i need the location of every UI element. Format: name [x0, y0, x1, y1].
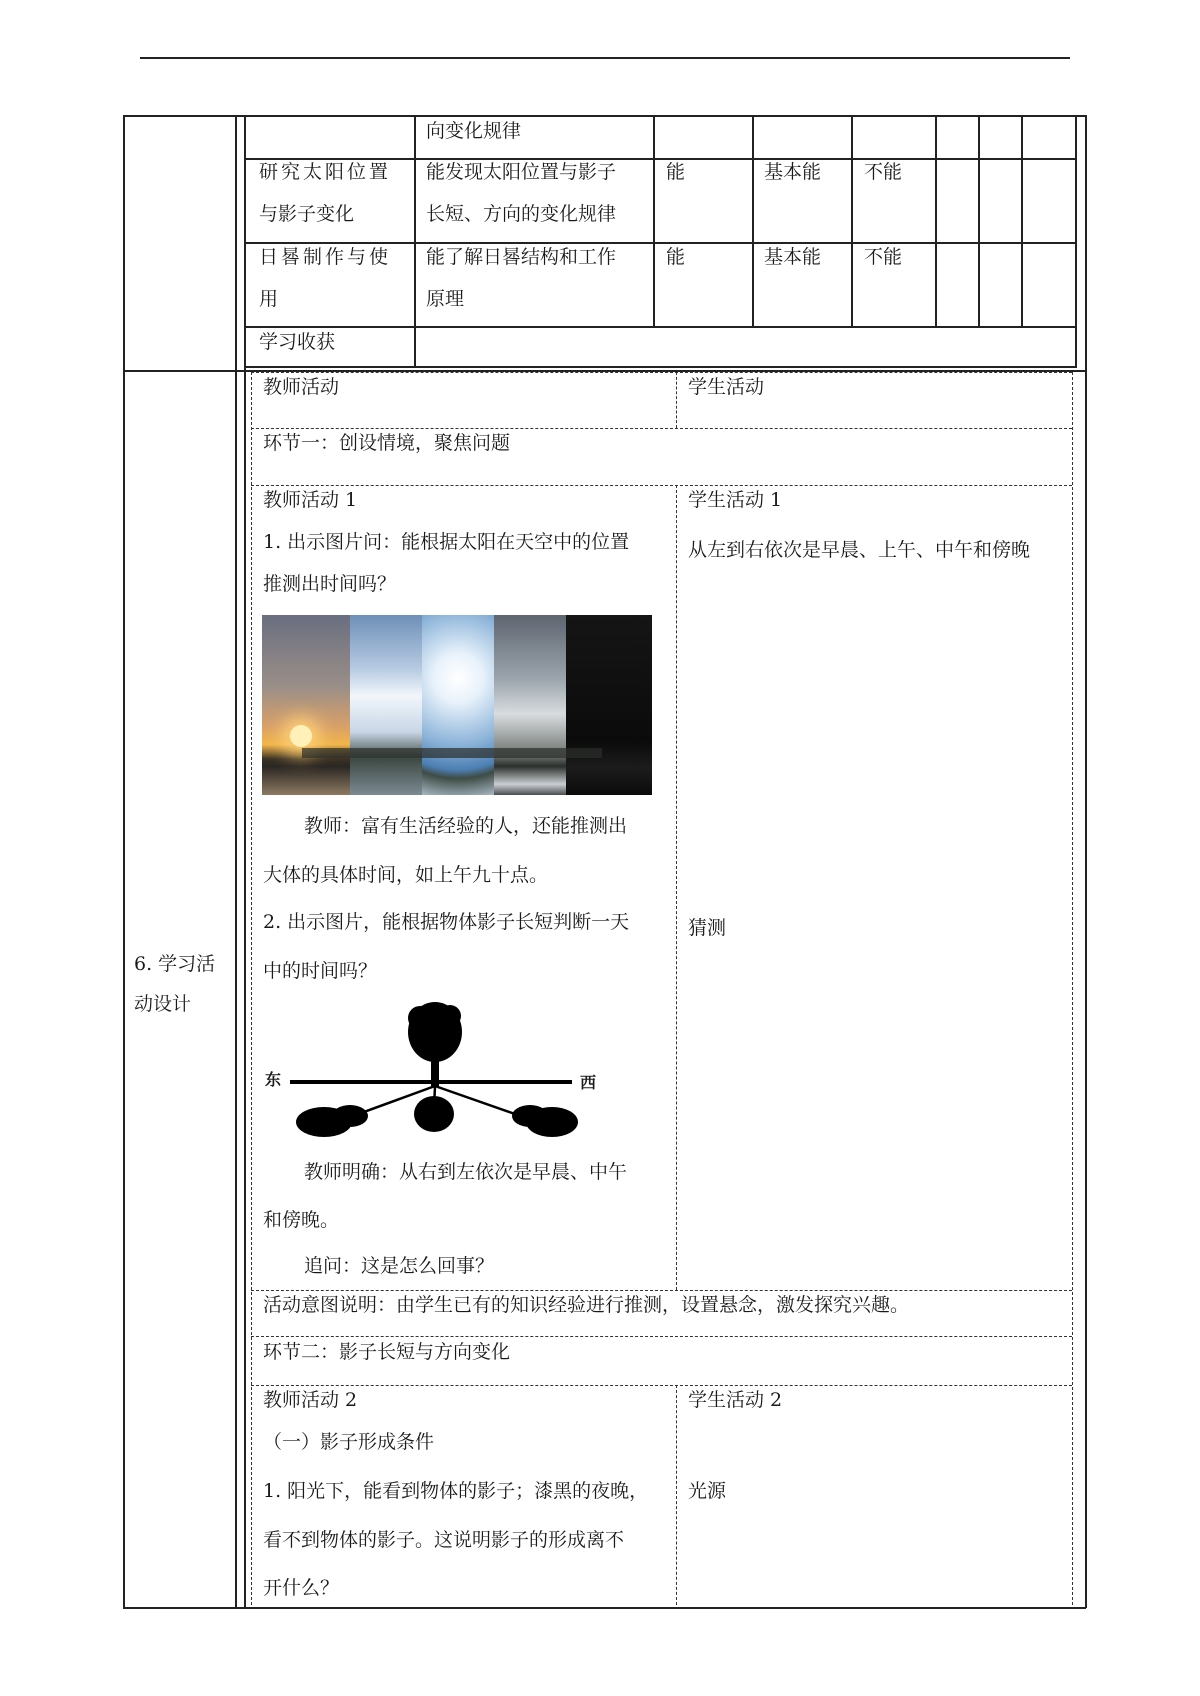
activity-row-divider — [251, 372, 1072, 373]
student-activity-1-title: 学生活动 1 — [688, 489, 783, 511]
activity-col-divider — [676, 1385, 677, 1605]
option-basically-able: 基本能 — [764, 161, 822, 183]
teacher-activity-1-title: 教师活动 1 — [263, 489, 358, 511]
activity-border-left — [251, 372, 252, 1605]
header-rule — [140, 57, 1070, 59]
teacher-followup: 追问：这是怎么回事？ — [304, 1255, 495, 1277]
teacher-question: 推测出时间吗？ — [263, 573, 397, 595]
label-column-divider — [235, 115, 237, 1608]
section-label: 6. 学习活 — [134, 953, 216, 975]
learning-gains-label: 学习收获 — [259, 331, 336, 353]
student-answer: 光源 — [688, 1480, 727, 1502]
shadow-diagram — [262, 990, 612, 1140]
col-divider — [414, 115, 416, 366]
option-unable: 不能 — [864, 246, 903, 268]
teacher-subsection: （一）影子形成条件 — [263, 1431, 435, 1453]
teacher-activity-header: 教师活动 — [263, 376, 340, 398]
table-border-bottom — [123, 1607, 1086, 1609]
photo-panel-dawn — [262, 615, 350, 795]
item-cell: 研究太阳位置 — [259, 161, 392, 183]
photo-panel-afternoon — [494, 615, 566, 795]
option-able: 能 — [666, 246, 686, 268]
col-divider — [851, 115, 853, 326]
west-label: 西 — [580, 1073, 597, 1092]
teacher-question: 1. 阳光下，能看到物体的影子；漆黑的夜晚， — [263, 1480, 649, 1502]
student-answer: 猜测 — [688, 917, 727, 939]
col-divider — [752, 115, 754, 326]
table-border-right — [1085, 115, 1087, 1608]
teacher-note: 教师：富有生活经验的人，还能推测出 — [304, 815, 628, 837]
activity-col-divider — [676, 485, 677, 1290]
activity-border-right — [1072, 372, 1073, 1605]
teacher-clarify: 和傍晚。 — [263, 1209, 340, 1231]
col-divider — [653, 115, 655, 326]
row-divider — [244, 158, 1076, 160]
teacher-clarify: 教师明确：从右到左依次是早晨、中午 — [304, 1161, 628, 1183]
indicator-cell: 向变化规律 — [426, 120, 522, 142]
indicator-cell: 能了解日晷结构和工作 — [426, 246, 617, 268]
student-activity-header: 学生活动 — [688, 376, 765, 398]
student-answer: 从左到右依次是早晨、上午、中午和傍晚 — [688, 539, 1031, 561]
sun-icon — [290, 725, 312, 747]
activity-row-divider — [251, 1336, 1072, 1337]
teacher-question: 2. 出示图片，能根据物体影子长短判断一天 — [263, 911, 630, 933]
inner-left-border — [244, 368, 246, 1608]
col-divider — [978, 115, 980, 326]
item-cell: 与影子变化 — [259, 203, 355, 225]
photo-panel-morning — [350, 615, 422, 795]
activity-row-divider — [251, 1385, 1072, 1386]
activity-row-divider — [251, 1290, 1072, 1291]
indicator-cell: 能发现太阳位置与影子 — [426, 161, 617, 183]
row-divider — [244, 326, 1076, 328]
teacher-question: 开什么？ — [263, 1577, 340, 1599]
col-divider — [1021, 115, 1023, 326]
option-basically-able: 基本能 — [764, 246, 822, 268]
photo-panel-noon — [422, 615, 494, 795]
east-label: 东 — [265, 1070, 282, 1089]
section-label: 动设计 — [134, 993, 192, 1015]
option-unable: 不能 — [864, 161, 903, 183]
activity-col-divider — [676, 372, 677, 428]
row-divider — [244, 242, 1076, 244]
activity-row-divider — [251, 428, 1072, 429]
item-cell: 用 — [259, 288, 279, 310]
student-activity-2-title: 学生活动 2 — [688, 1389, 783, 1411]
sun-position-photo — [262, 615, 652, 795]
table-border-top — [123, 115, 1086, 117]
activity-row-divider — [251, 485, 1072, 486]
indicator-cell: 长短、方向的变化规律 — [426, 203, 617, 225]
shadow-diagram-svg — [262, 990, 612, 1140]
teacher-question: 中的时间吗？ — [263, 960, 378, 982]
stage-one-title: 环节一：创设情境，聚焦问题 — [263, 432, 511, 454]
indicator-cell: 原理 — [426, 288, 465, 310]
stage-two-title: 环节二：影子长短与方向变化 — [263, 1341, 511, 1363]
teacher-question: 1. 出示图片问：能根据太阳在天空中的位置 — [263, 531, 630, 553]
row-divider — [244, 366, 1076, 368]
photo-panel-evening — [566, 615, 652, 795]
activity-intent: 活动意图说明：由学生已有的知识经验进行推测，设置悬念，激发探究兴趣。 — [263, 1294, 910, 1316]
teacher-activity-2-title: 教师活动 2 — [263, 1389, 358, 1411]
item-cell: 日晷制作与使 — [259, 246, 392, 268]
teacher-question: 看不到物体的影子。这说明影子的形成离不 — [263, 1529, 625, 1551]
col-divider — [935, 115, 937, 326]
treeline — [302, 748, 602, 758]
table-border-left — [123, 115, 125, 1608]
option-able: 能 — [666, 161, 686, 183]
teacher-note: 大体的具体时间，如上午九十点。 — [263, 864, 549, 886]
